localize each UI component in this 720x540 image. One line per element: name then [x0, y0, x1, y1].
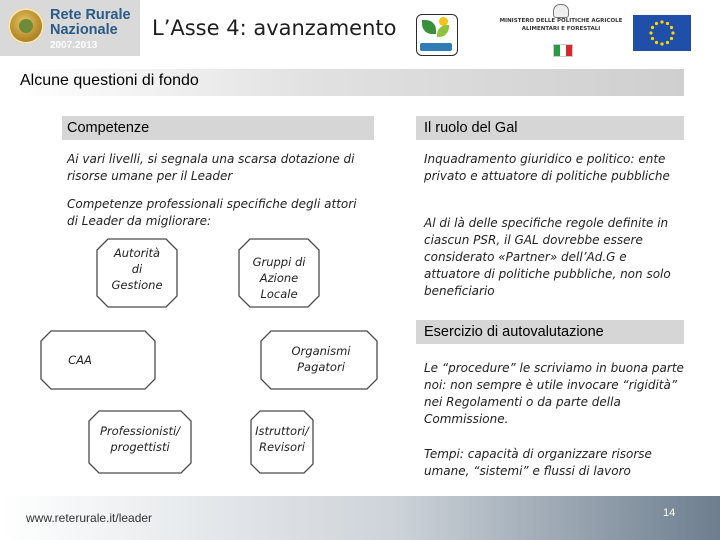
box-gruppi-label: Gruppi di Azione Locale [252, 255, 306, 301]
ministry-line1: MINISTERO DELLE POLITICHE AGRICOLE [499, 18, 623, 24]
footer-url: www.reterurale.it/leader [26, 511, 153, 525]
autovalutazione-paragraph-2: Tempi: capacità di organizzare risorse umane, “sistemi” e flussi di lavoro [424, 447, 652, 478]
ministry-line2: ALIMENTARI E FORESTALI [521, 26, 601, 32]
box-autorita-label: Autorità di Gestione [111, 246, 163, 292]
ruolo-gal-paragraph-2: Al di là delle specifiche regole definite in ciascun PSR, il GAL dovrebbe essere considerato «Partner» dell’Ad.G e attuatore di politiche pubbliche, non solo beneficiario [424, 216, 671, 298]
box-caa-label: CAA [68, 353, 92, 367]
page-title: L’Asse 4: avanzamento [152, 16, 397, 40]
eu-stars [633, 15, 691, 51]
rete-rurale-emblem-icon [8, 8, 44, 44]
logo-title [50, 8, 131, 38]
eu-flag-icon [633, 15, 691, 51]
autovalutazione-paragraph-1: Le “procedure” le scriviamo in buona parte noi: non sempre è utile invocare “rigidità” nei Regolamenti o da parte della Commissione. [424, 361, 684, 426]
box-autorita-di-gestione [96, 238, 178, 308]
competenze-header: Competenze [67, 120, 150, 136]
page-number: 14 [663, 507, 676, 519]
italian-republic-emblem-icon [553, 4, 569, 18]
box-organismi-pagatori [260, 330, 378, 390]
ruolo-gal-paragraph-1: Inquadramento giuridico e politico: ente privato e attuatore di politiche pubbliche [424, 152, 670, 183]
box-istruttori-revisori [250, 410, 314, 474]
autovalutazione-header: Esercizio di autovalutazione [424, 324, 604, 340]
logo-title-line2: Nazionale [50, 22, 118, 38]
italian-flag-icon [553, 44, 573, 57]
box-organismi-label: Organismi Pagatori [291, 344, 351, 374]
leader-logo-icon [416, 14, 458, 56]
box-professionisti-label: Professionisti/ progettisti [99, 424, 181, 454]
section-heading: Alcune questioni di fondo [20, 72, 199, 89]
box-gruppi-di-azione-locale [238, 238, 320, 308]
rete-rurale-logo [0, 0, 140, 56]
logo-title-line1: Rete Rurale [50, 7, 131, 23]
competenze-paragraph-2: Competenze professionali specifiche degli attori di Leader da migliorare: [67, 197, 357, 228]
logo-years: 2007.2013 [50, 40, 98, 51]
ministry-name [498, 17, 624, 33]
box-istruttori-label: Istruttori/ Revisori [255, 424, 309, 454]
ruolo-gal-header: Il ruolo del Gal [424, 120, 518, 136]
box-caa [40, 330, 156, 390]
competenze-paragraph-1: Ai vari livelli, si segnala una scarsa dotazione di risorse umane per il Leader [67, 152, 355, 183]
box-professionisti-progettisti [88, 410, 192, 474]
